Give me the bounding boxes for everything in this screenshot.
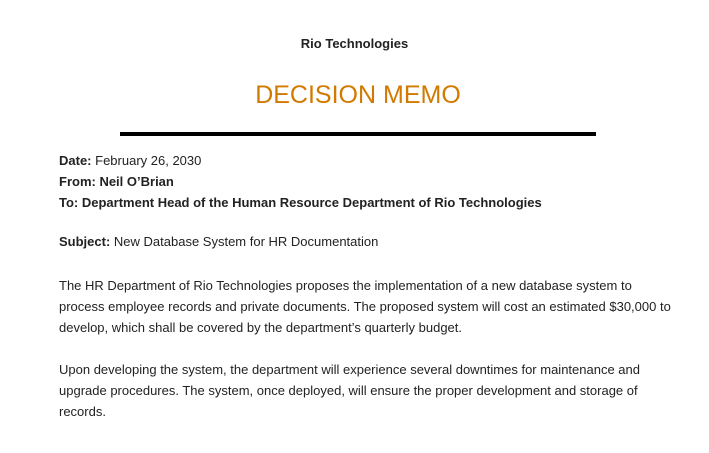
from-line: From: Neil O’Brian [59,174,174,189]
date-label: Date: [59,153,92,168]
date-value: February 26, 2030 [91,153,202,168]
body-paragraph-1: The HR Department of Rio Technologies proposes the implementation of a new database system to process employee records and private documents. The proposed system will cost an estimated $30,000 to develop, which shall be covered by the department’s quarterly budget. [59,278,671,335]
body-paragraph-2: Upon developing the system, the department will experience several downtimes for maintenance and upgrade procedures. The system, once deployed, will ensure the proper development and storage of records. [59,362,640,419]
to-line: To: Department Head of the Human Resource Department of Rio Technologies [59,195,542,210]
subject-line [59,234,378,249]
memo-header [59,150,542,213]
company-name: Rio Technologies [300,36,409,51]
subject-label: Subject: [59,234,111,249]
title-divider [120,132,596,136]
subject-value: New Database System for HR Documentation [110,234,379,249]
memo-title: DECISION MEMO [255,81,461,109]
date-line [59,150,542,171]
